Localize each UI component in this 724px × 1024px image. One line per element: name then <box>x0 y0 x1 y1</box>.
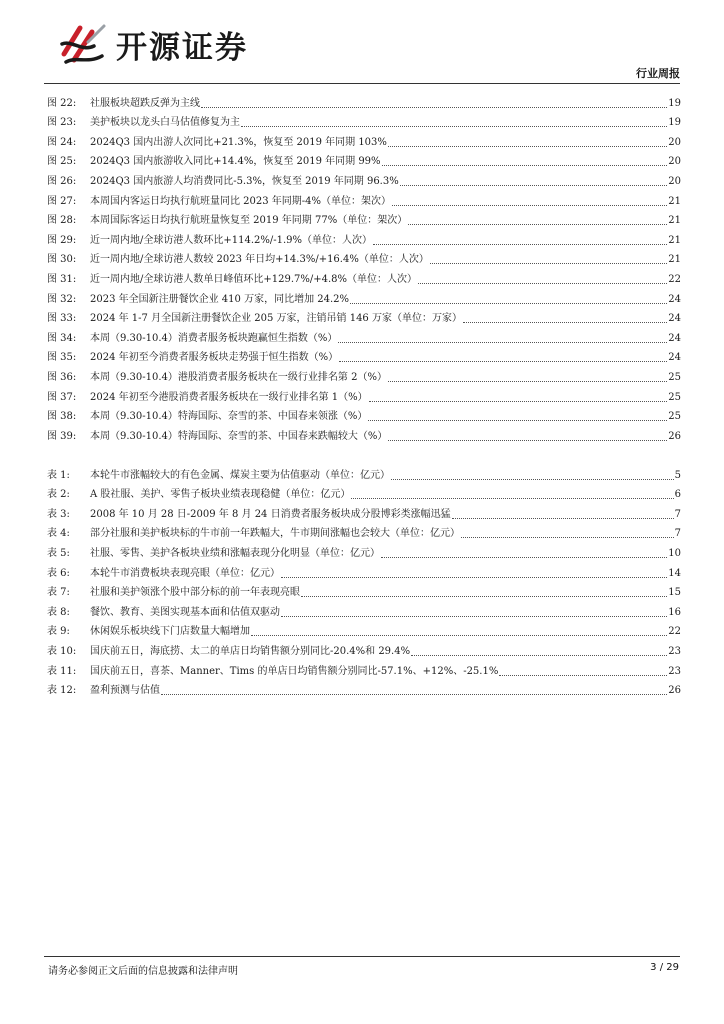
entry-page: 24 <box>668 313 681 325</box>
entry-page: 16 <box>668 606 681 618</box>
dot-leader <box>461 536 674 538</box>
figure-index-entry[interactable] <box>47 306 681 326</box>
entry-title: 国庆前五日，喜茶、Manner、Tims 的单店日均销售额分别同比-57.1%、+12%、-25.1% <box>90 665 499 677</box>
entry-number: 图 35: <box>47 352 77 364</box>
entry-page: 23 <box>668 665 681 677</box>
table-index-entry[interactable] <box>47 462 681 482</box>
dot-leader <box>351 497 673 499</box>
dot-leader <box>408 223 667 225</box>
dot-leader <box>339 360 667 362</box>
page-number: 3 / 29 <box>650 962 679 973</box>
entry-title: 近一周内地/全球访港人数环比+114.2%/-1.9%（单位：人次） <box>90 234 373 246</box>
entry-number: 图 29: <box>47 234 77 246</box>
entry-page: 10 <box>668 547 681 559</box>
table-index-entry[interactable] <box>47 619 681 639</box>
entry-page: 24 <box>668 352 681 364</box>
figure-index-entry[interactable] <box>47 384 681 404</box>
entry-page: 26 <box>668 430 681 442</box>
table-index-entry[interactable] <box>47 580 681 600</box>
figure-index-entry[interactable] <box>47 110 681 130</box>
figure-index-entry[interactable] <box>47 149 681 169</box>
entry-number: 图 36: <box>47 371 77 383</box>
kaiyuan-logo-icon <box>58 22 110 66</box>
entry-title: 本周（9.30-10.4）特海国际、奈雪的茶、中国春来领涨（%） <box>90 411 368 423</box>
entry-page: 25 <box>668 411 681 423</box>
entry-title: 部分社服和美护板块标的牛市前一年跌幅大，牛市期间涨幅也会较大（单位：亿元） <box>90 528 460 540</box>
entry-title: 本周国内客运日均执行航班量同比 2023 年同期-4%（单位：架次） <box>90 195 392 207</box>
entry-number: 图 23: <box>47 117 77 129</box>
entry-title: 2024 年 1-7 月全国新注册餐饮企业 205 万家，注销吊销 146 万家（单位：万家） <box>90 313 462 325</box>
dot-leader <box>161 693 667 695</box>
entry-page: 21 <box>668 195 681 207</box>
entry-title: 社服、零售、美护各板块业绩和涨幅表现分化明显（单位：亿元） <box>90 547 380 559</box>
entry-page: 22 <box>668 273 681 285</box>
entry-number: 表 9: <box>47 626 70 638</box>
entry-page: 5 <box>674 469 681 481</box>
table-index-list <box>47 462 681 697</box>
entry-number: 表 1: <box>47 469 70 481</box>
entry-page: 21 <box>668 254 681 266</box>
entry-page: 19 <box>668 117 681 129</box>
footer-disclaimer: 请务必参阅正文后面的信息披露和法律声明 <box>48 966 238 977</box>
entry-number: 表 4: <box>47 528 70 540</box>
dot-leader <box>201 106 667 108</box>
entry-title: 美护板块以龙头白马估值修复为主 <box>90 117 240 129</box>
entry-page: 25 <box>668 391 681 403</box>
entry-title: 本轮牛市消费板块表现亮眼（单位：亿元） <box>90 567 280 579</box>
entry-number: 图 26: <box>47 175 77 187</box>
dot-leader <box>400 184 668 186</box>
entry-number: 图 39: <box>47 430 77 442</box>
entry-number: 图 28: <box>47 215 77 227</box>
dot-leader <box>281 615 667 617</box>
entry-page: 21 <box>668 215 681 227</box>
entry-page: 14 <box>668 567 681 579</box>
entry-number: 图 38: <box>47 411 77 423</box>
dot-leader <box>251 634 667 636</box>
entry-title: 盈利预测与估值 <box>90 685 160 697</box>
entry-number: 表 3: <box>47 508 70 520</box>
table-index-entry[interactable] <box>47 658 681 678</box>
entry-title: 2024Q3 国内出游人次同比+21.3%，恢复至 2019 年同期 103% <box>90 136 387 148</box>
entry-title: 本周（9.30-10.4）港股消费者服务板块在一级行业排名第 2（%） <box>90 371 387 383</box>
entry-title: 本轮牛市涨幅较大的有色金属、煤炭主要为估值驱动（单位：亿元） <box>90 469 390 481</box>
table-index-entry[interactable] <box>47 599 681 619</box>
entry-number: 表 5: <box>47 547 70 559</box>
entry-page: 21 <box>668 234 681 246</box>
figure-index-entry[interactable] <box>47 227 681 247</box>
dot-leader <box>338 341 667 343</box>
figure-index-entry[interactable] <box>47 325 681 345</box>
entry-number: 图 37: <box>47 391 77 403</box>
dot-leader <box>373 243 667 245</box>
entry-number: 表 7: <box>47 587 70 599</box>
entry-title: 本周（9.30-10.4）特海国际、奈雪的茶、中国春来跌幅较大（%） <box>90 430 388 442</box>
entry-title: 社服和美护领涨个股中部分标的前一年表现亮眼 <box>90 587 300 599</box>
entry-page: 25 <box>668 371 681 383</box>
dot-leader <box>301 595 667 597</box>
figure-index-entry[interactable] <box>47 208 681 228</box>
entry-page: 6 <box>674 489 681 501</box>
entry-page: 20 <box>668 136 681 148</box>
entry-number: 图 32: <box>47 293 77 305</box>
entry-page: 26 <box>668 685 681 697</box>
entry-title: 2024 年初至今港股消费者服务板块在一级行业排名第 1（%） <box>90 391 368 403</box>
entry-title: 本周国际客运日均执行航班量恢复至 2019 年同期 77%（单位：架次） <box>90 215 408 227</box>
entry-title: 2024Q3 国内旅游人均消费同比-5.3%，恢复至 2019 年同期 96.3% <box>90 175 399 187</box>
entry-number: 图 22: <box>47 97 77 109</box>
dot-leader <box>388 380 667 382</box>
figure-index-entry[interactable] <box>47 423 681 443</box>
dot-leader <box>381 556 667 558</box>
entry-title: 2024Q3 国内旅游收入同比+14.4%，恢复至 2019 年同期 99% <box>90 156 381 168</box>
figure-index-entry[interactable] <box>47 168 681 188</box>
entry-page: 19 <box>668 97 681 109</box>
entry-page: 7 <box>674 508 681 520</box>
logo-text: 开源证券 <box>116 29 248 66</box>
figure-index-entry[interactable] <box>47 345 681 365</box>
entry-page: 22 <box>668 626 681 638</box>
header-divider <box>44 83 680 84</box>
entry-title: 近一周内地/全球访港人数较 2023 年日均+14.3%/+16.4%（单位：人次） <box>90 254 429 266</box>
entry-page: 15 <box>668 587 681 599</box>
entry-page: 24 <box>668 293 681 305</box>
entry-title: 2023 年全国新注册餐饮企业 410 万家，同比增加 24.2% <box>90 293 350 305</box>
entry-page: 23 <box>668 645 681 657</box>
figure-index-entry[interactable] <box>47 404 681 424</box>
dot-leader <box>499 674 667 676</box>
entry-title: 2008 年 10 月 28 日-2009 年 8 月 24 日消费者服务板块成分股博彩类涨幅迅猛 <box>90 508 451 520</box>
footer-divider <box>44 956 680 957</box>
dot-leader <box>411 654 667 656</box>
figure-index-entry[interactable] <box>47 266 681 286</box>
entry-number: 图 25: <box>47 156 77 168</box>
figure-index-list <box>47 90 681 443</box>
table-index-entry[interactable] <box>47 482 681 502</box>
table-index-entry[interactable] <box>47 501 681 521</box>
dot-leader <box>452 517 674 519</box>
entry-number: 表 2: <box>47 489 70 501</box>
entry-title: 本周（9.30-10.4）消费者服务板块跑赢恒生指数（%） <box>90 332 338 344</box>
entry-page: 20 <box>668 175 681 187</box>
entry-number: 图 31: <box>47 273 77 285</box>
table-index-entry[interactable] <box>47 678 681 698</box>
entry-number: 图 24: <box>47 136 77 148</box>
entry-page: 24 <box>668 332 681 344</box>
entry-number: 表 12: <box>47 685 77 697</box>
entry-title: 休闲娱乐板块线下门店数量大幅增加 <box>90 626 250 638</box>
dot-leader <box>350 302 667 304</box>
figure-index-entry[interactable] <box>47 286 681 306</box>
figure-index-entry[interactable] <box>47 188 681 208</box>
dot-leader <box>241 125 667 127</box>
table-index-entry[interactable] <box>47 560 681 580</box>
entry-title: 国庆前五日，海底捞、太二的单店日均销售额分别同比-20.4%和 29.4% <box>90 645 411 657</box>
dot-leader <box>368 419 667 421</box>
entry-title: 2024 年初至今消费者服务板块走势强于恒生指数（%） <box>90 352 339 364</box>
dot-leader <box>418 282 667 284</box>
dot-leader <box>392 204 667 206</box>
entry-page: 7 <box>674 528 681 540</box>
entry-title: 近一周内地/全球访港人数单日峰值环比+129.7%/+4.8%（单位：人次） <box>90 273 418 285</box>
dot-leader <box>388 145 667 147</box>
report-type-label: 行业周报 <box>636 67 680 80</box>
dot-leader <box>391 478 674 480</box>
page-header <box>0 0 724 80</box>
dot-leader <box>281 576 667 578</box>
entry-title: 餐饮、教育、美图实现基本面和估值双驱动 <box>90 606 280 618</box>
entry-number: 图 34: <box>47 332 77 344</box>
table-index-entry[interactable] <box>47 540 681 560</box>
dot-leader <box>382 164 668 166</box>
dot-leader <box>430 262 667 264</box>
entry-number: 图 33: <box>47 313 77 325</box>
entry-number: 表 10: <box>47 645 77 657</box>
dot-leader <box>369 400 668 402</box>
entry-page: 20 <box>668 156 681 168</box>
entry-number: 图 30: <box>47 254 77 266</box>
entry-number: 图 27: <box>47 195 77 207</box>
dot-leader <box>463 321 667 323</box>
entry-title: A 股社服、美护、零售子板块业绩表现稳健（单位：亿元） <box>90 489 351 501</box>
table-index-entry[interactable] <box>47 638 681 658</box>
entry-number: 表 6: <box>47 567 70 579</box>
figure-index-entry[interactable] <box>47 364 681 384</box>
entry-number: 表 8: <box>47 606 70 618</box>
entry-title: 社服板块超跌反弹为主线 <box>90 97 200 109</box>
company-logo <box>58 22 248 66</box>
figure-index-entry[interactable] <box>47 129 681 149</box>
table-index-entry[interactable] <box>47 521 681 541</box>
figure-index-entry[interactable] <box>47 247 681 267</box>
figure-index-entry[interactable] <box>47 90 681 110</box>
dot-leader <box>388 439 667 441</box>
entry-number: 表 11: <box>47 665 77 677</box>
